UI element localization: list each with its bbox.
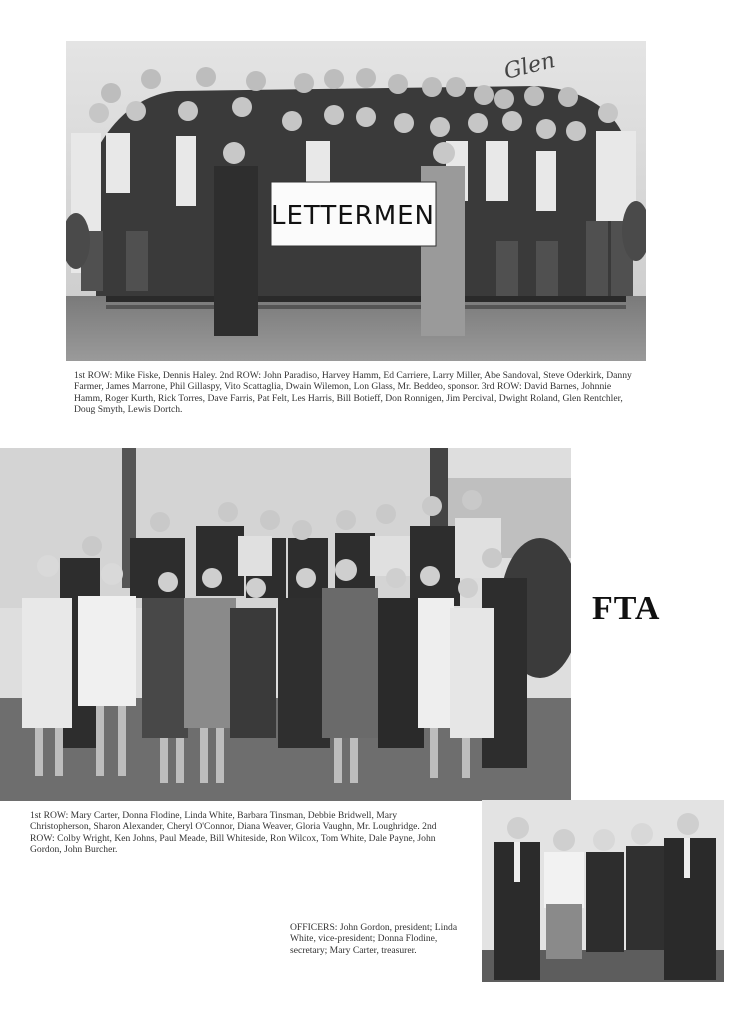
- fta-section-title: FTA: [592, 590, 661, 627]
- fta-group-photo: [0, 448, 571, 801]
- lettermen-caption: 1st ROW: Mike Fiske, Dennis Haley. 2nd ROW: John Paradiso, Harvey Hamm, Ed Carriere, Larry Miller, Abe Sandoval, Steve Oderkirk, Danny Farmer, James Marrone, Phil Gillaspy, Vito Scattaglia, Dwain Wilemon, Lon Glass, Mr. Beddeo, sponsor. 3rd ROW: David Barnes, Johnnie Hamm, Roger Kurth, Rick Torres, Dave Farris, Pat Felt, Les Harris, Bill Botieff, Don Ronnigen, Jim Percival, Dwight Roland, Glen Rentchler, Doug Smyth, Lewis Dortch.: [74, 370, 632, 416]
- fta-officers-photo: [482, 800, 724, 982]
- fta-officers-caption: OFFICERS: John Gordon, president; Linda White, vice-president; Donna Flodine, secretary; Mary Carter, treasurer.: [290, 922, 458, 956]
- fta-caption: 1st ROW: Mary Carter, Donna Flodine, Linda White, Barbara Tinsman, Debbie Bridwell, Mary Christopherson, Sharon Alexander, Cheryl O'Connor, Diana Weaver, Gloria Vaughn, Mr. Loughridge. 2nd ROW: Colby Wright, Ken Johns, Paul Meade, Bill Whiteside, Ron Wilcox, Tom White, Dale Payne, John Gordon, John Burcher.: [30, 810, 437, 856]
- lettermen-sign: LETTERMEN: [270, 201, 436, 231]
- handwritten-signature: Glen: [501, 48, 558, 85]
- lettermen-photo: [66, 41, 646, 361]
